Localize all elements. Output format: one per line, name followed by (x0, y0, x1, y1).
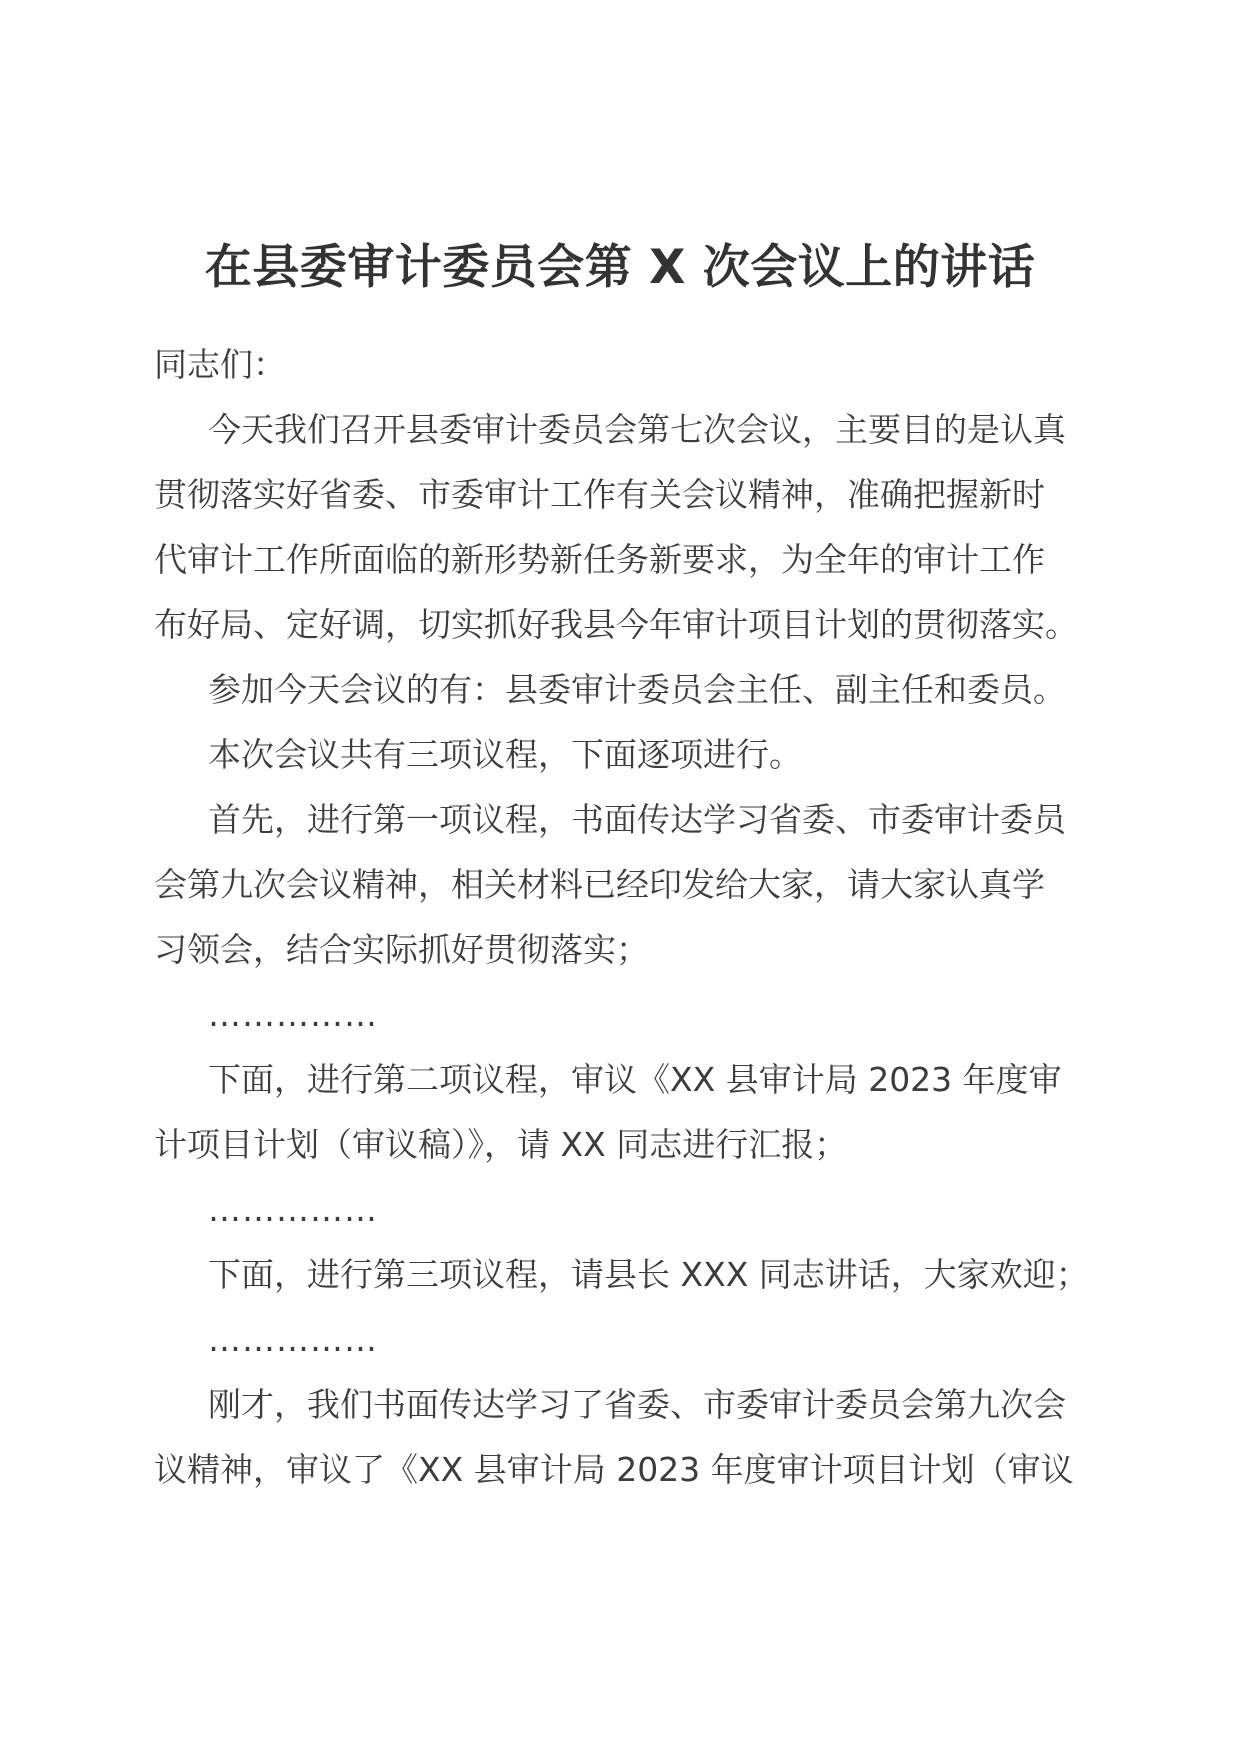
body-line: 议精神，审议了《XX 县审计局 2023 年度审计项目计划（审议 (154, 1450, 1074, 1489)
body-line: 今天我们召开县委审计委员会第七次会议，主要目的是认真 (208, 410, 1066, 449)
body-line: 计项目计划（审议稿）》，请 XX 同志进行汇报； (154, 1125, 848, 1164)
ellipsis-line: …………… (208, 995, 378, 1034)
ellipsis-line: …………… (208, 1190, 378, 1229)
salutation: 同志们： (154, 345, 286, 384)
body-line: 下面，进行第三项议程，请县长 XXX 同志讲话，大家欢迎； (208, 1255, 1089, 1294)
body-line: 贯彻落实好省委、市委审计工作有关会议精神，准确把握新时 (154, 475, 1045, 514)
body-line: 下面，进行第二项议程，审议《XX 县审计局 2023 年度审 (208, 1060, 1062, 1099)
body-line: 刚才，我们书面传达学习了省委、市委审计委员会第九次会 (208, 1385, 1066, 1424)
document-title: 在县委审计委员会第 X 次会议上的讲话 (204, 240, 1036, 295)
ellipsis-line: …………… (208, 1320, 378, 1359)
body-line: 首先，进行第一项议程，书面传达学习省委、市委审计委员 (208, 800, 1066, 839)
body-line: 参加今天会议的有：县委审计委员会主任、副主任和委员。 (208, 670, 1066, 709)
body-line: 会第九次会议精神，相关材料已经印发给大家，请大家认真学 (154, 865, 1045, 904)
body-line: 布好局、定好调，切实抓好我县今年审计项目计划的贯彻落实。 (154, 605, 1078, 644)
body-line: 习领会，结合实际抓好贯彻落实； (154, 930, 649, 969)
body-line: 代审计工作所面临的新形势新任务新要求，为全年的审计工作 (154, 540, 1045, 579)
body-line: 本次会议共有三项议程，下面逐项进行。 (208, 735, 802, 774)
document-body (154, 332, 1094, 1502)
